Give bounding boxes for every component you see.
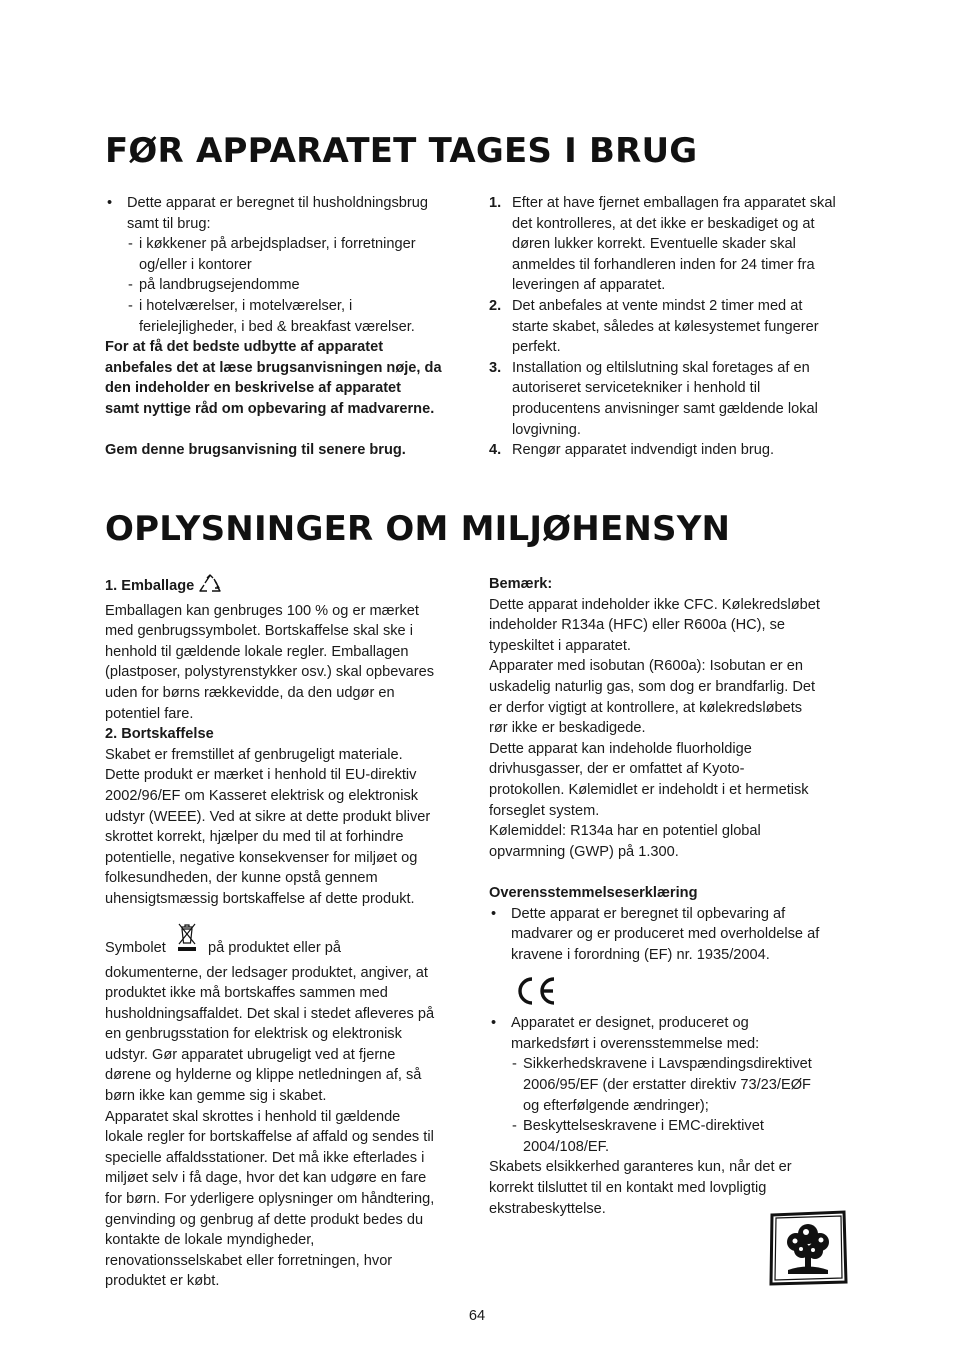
note-line: samt nyttige råd om opbevaring af madvarerne.	[105, 400, 435, 417]
text-line: husholdningsaffaldet. Det skal i stedet afleveres på	[105, 1005, 435, 1022]
item-line: lovgivning.	[512, 421, 581, 438]
text-line: genvinding og genbrug af dette produkt bedes du	[105, 1211, 424, 1228]
sub-line: i køkkener på arbejdspladser, i forretninger	[139, 236, 416, 253]
text-line: Symbolet	[105, 939, 166, 956]
sub-line: på landbrugsejendomme	[139, 277, 300, 294]
emballage-heading-row	[105, 574, 475, 601]
section1-right-column	[489, 193, 854, 461]
text-line: renovationsselskabet eller forretningen, hvor	[105, 1252, 393, 1269]
text-line: protokollen. Kølemidlet er indeholdt i et hermetisk	[489, 781, 809, 798]
text-line: typeskiltet i apparatet.	[489, 637, 631, 654]
text-line: specielle affaldsstationer. Det må ikke efterlades i	[105, 1149, 425, 1166]
text-line: børn ikke kan gemme sig i skabet.	[105, 1088, 327, 1105]
symbolet-line	[105, 922, 475, 963]
section2-left-column	[105, 574, 475, 1292]
bortskaffelse-text	[105, 745, 475, 910]
item-line: det kontrolleres, at det ikke er beskadiget og at	[512, 215, 815, 232]
conformity-sub-item	[489, 1054, 859, 1116]
text-line: Apparatet skal skrottes i henhold til gældende	[105, 1108, 401, 1125]
conformity-bullet	[489, 1013, 859, 1054]
text-line: korrekt tilsluttet til en kontakt med lovpligtig	[489, 1180, 767, 1197]
item-number: 2.	[489, 297, 502, 314]
text-line: uden for børns rækkevidde, da den udgør en	[105, 684, 395, 701]
text-line: potentiel fare.	[105, 705, 194, 722]
note-text	[489, 595, 859, 863]
sub-line: og/eller i kontorer	[139, 256, 252, 273]
text-line: markedsført i overensstemmelse med:	[511, 1035, 760, 1052]
recycle-icon	[198, 574, 222, 601]
text-line: dokumenterne, der ledsager produktet, angiver, at	[105, 964, 428, 981]
numbered-item-4	[489, 440, 854, 461]
item-line: Efter at have fjernet emballagen fra apparatet skal	[512, 195, 836, 211]
text-line: indeholder R134a (HFC) eller R600a (HC), se	[489, 617, 786, 634]
text-line: 2002/96/EF om Kasseret elektrisk og elektronisk	[105, 787, 419, 804]
conformity-heading: Overensstemmelseserklæring	[489, 884, 698, 901]
text-line: og efterfølgende ændringer);	[523, 1097, 709, 1114]
text-line: potentielle, negative konsekvenser for miljøet og	[105, 849, 418, 866]
tree-logo-icon	[768, 1210, 848, 1286]
text-line: Apparater med isobutan (R600a): Isobutan er en	[489, 658, 803, 675]
text-line: dørene og hylderne og klippe netledningen af, så	[105, 1067, 422, 1084]
crossed-bin-icon	[174, 922, 200, 963]
text-line: produktet ikke må bortskaffes sammen med	[105, 985, 388, 1002]
text-line: Dette apparat er beregnet til opbevaring af	[511, 905, 786, 922]
item-line: Installation og eltilslutning skal foretages af en	[512, 359, 810, 376]
symbolet-text	[105, 963, 475, 1293]
text-line: 2004/108/EF.	[523, 1138, 610, 1155]
note-heading: Bemærk:	[489, 576, 553, 592]
text-line: Dette apparat kan indeholde fluorholdige	[489, 740, 752, 757]
keep-manual-note: Gem denne brugsanvisning til senere brug.	[105, 442, 406, 459]
item-line: leveringen af apparatet.	[512, 277, 666, 294]
item-line: perfekt.	[512, 339, 561, 356]
text-line: drivhusgasser, der er omfattet af Kyoto-	[489, 761, 745, 778]
text-line: Dette apparat indeholder ikke CFC. Kølekredsløbet	[489, 596, 820, 613]
text-line: for børn. For yderligere oplysninger om håndtering,	[105, 1191, 435, 1208]
text-line: Apparatet er designet, produceret og	[511, 1015, 749, 1032]
item-number: 3.	[489, 359, 502, 376]
text-line: uskadelig naturlig gas, som dog er brandfarlig. Det	[489, 678, 816, 695]
item-line: Det anbefales at vente mindst 2 timer med at	[512, 297, 803, 314]
text-line: udstyr (WEEE). Ved at sikre at dette produkt bliver	[105, 808, 431, 825]
note-line: anbefales det at læse brugsanvisningen nøje, da	[105, 359, 442, 376]
item-line: døren lukker korrekt. Eventuelle skader skal	[512, 236, 796, 253]
text-line: henhold til gældende lokale regler. Emballagen	[105, 643, 409, 660]
text-line: 2006/95/EF (der erstatter direktiv 73/23/EØF	[523, 1077, 811, 1094]
numbered-item-2	[489, 296, 854, 358]
page-number: 64	[468, 1308, 486, 1324]
numbered-item-1	[489, 193, 854, 296]
text-line: Emballagen kan genbruges 100 % og er mærket	[105, 602, 419, 619]
usage-sub-item	[105, 296, 475, 337]
text-line: madvarer og er produceret med overholdelse af	[511, 926, 820, 943]
text-line: Sikkerhedskravene i Lavspændingsdirektivet	[523, 1056, 812, 1073]
text-line: folkesundheden, der kunne opstå gennem	[105, 870, 378, 887]
ce-mark-icon	[489, 973, 859, 1009]
item-line: Rengør apparatet indvendigt inden brug.	[512, 442, 775, 459]
text-line: kravene i forordning (EF) nr. 1935/2004.	[511, 946, 770, 963]
item-number: 1.	[489, 195, 502, 211]
item-line: producentens anvisninger samt gældende lokal	[512, 400, 818, 417]
read-manual-note	[105, 337, 475, 419]
text-line: Beskyttelseskravene i EMC-direktivet	[523, 1118, 764, 1135]
text-line: Skabet er fremstillet af genbrugeligt materiale.	[105, 746, 403, 763]
emballage-heading: 1. Emballage	[105, 578, 195, 594]
sub-line: i hotelværelser, i motelværelser, i	[139, 297, 353, 314]
item-line: starte skabet, således at kølesystemet fungerer	[512, 318, 819, 335]
conformity-sub-item	[489, 1116, 859, 1157]
page-title: FØR APPARATET TAGES I BRUG	[105, 131, 698, 171]
note-line: den indeholder en beskrivelse af apparatet	[105, 380, 402, 397]
numbered-item-3	[489, 358, 854, 440]
conformity-bullet	[489, 904, 859, 966]
item-line: anmeldes til forhandleren inden for 24 timer fra	[512, 256, 815, 273]
text-line: skrottet korrekt, hjælper du med til at forhindre	[105, 829, 404, 846]
usage-line: Dette apparat er beregnet til husholdningsbrug	[127, 195, 428, 211]
usage-line: samt til brug:	[127, 215, 211, 232]
text-line: uhensigtsmæssig bortskaffelse af dette produkt.	[105, 890, 415, 907]
text-line: lokale regler for bortskaffelse af affald og sendes til	[105, 1129, 434, 1146]
text-line: ekstrabeskyttelse.	[489, 1200, 606, 1217]
text-line: på produktet eller på	[207, 939, 342, 956]
text-line: udstyr. Gør apparatet ubrugeligt ved at fjerne	[105, 1046, 396, 1063]
text-line: er derfor vigtigt at kontrollere, at kølekredsløbets	[489, 699, 803, 716]
text-line: opvarmning (GWP) på 1.300.	[489, 843, 679, 860]
text-line: Dette produkt er mærket i henhold til EU-direktiv	[105, 767, 417, 784]
text-line: forseglet system.	[489, 802, 600, 819]
section2-right-column	[489, 574, 859, 1219]
text-line: rør ikke er beskadigede.	[489, 720, 646, 737]
usage-sub-item	[105, 275, 475, 296]
bortskaffelse-heading: 2. Bortskaffelse	[105, 726, 214, 743]
item-line: autoriseret servicetekniker i henhold til	[512, 380, 761, 397]
section-title: OPLYSNINGER OM MILJØHENSYN	[105, 509, 731, 549]
item-number: 4.	[489, 442, 502, 459]
text-line: (plastposer, polystyrenstykker osv.) skal opbevares	[105, 664, 435, 681]
text-line: kontakte de lokale myndigheder,	[105, 1232, 315, 1249]
text-line: miljøet selv i få dage, hvor det kan udgøre en fare	[105, 1170, 427, 1187]
sub-line: ferielejligheder, i bed & breakfast værelser.	[139, 318, 415, 335]
text-line: med genbrugssymbolet. Bortskaffelse skal ske i	[105, 623, 413, 640]
emballage-text	[105, 601, 475, 725]
note-line: For at få det bedste udbytte af apparatet	[105, 339, 384, 356]
usage-bullet	[105, 193, 475, 234]
section1-left-column	[105, 193, 475, 461]
text-line: produktet er købt.	[105, 1273, 220, 1290]
usage-sub-item	[105, 234, 475, 275]
text-line: en genbrugsstation for elektrisk og elektronisk	[105, 1026, 402, 1043]
text-line: Kølemiddel: R134a har en potentiel global	[489, 823, 761, 840]
text-line: Skabets elsikkerhed garanteres kun, når det er	[489, 1159, 792, 1176]
